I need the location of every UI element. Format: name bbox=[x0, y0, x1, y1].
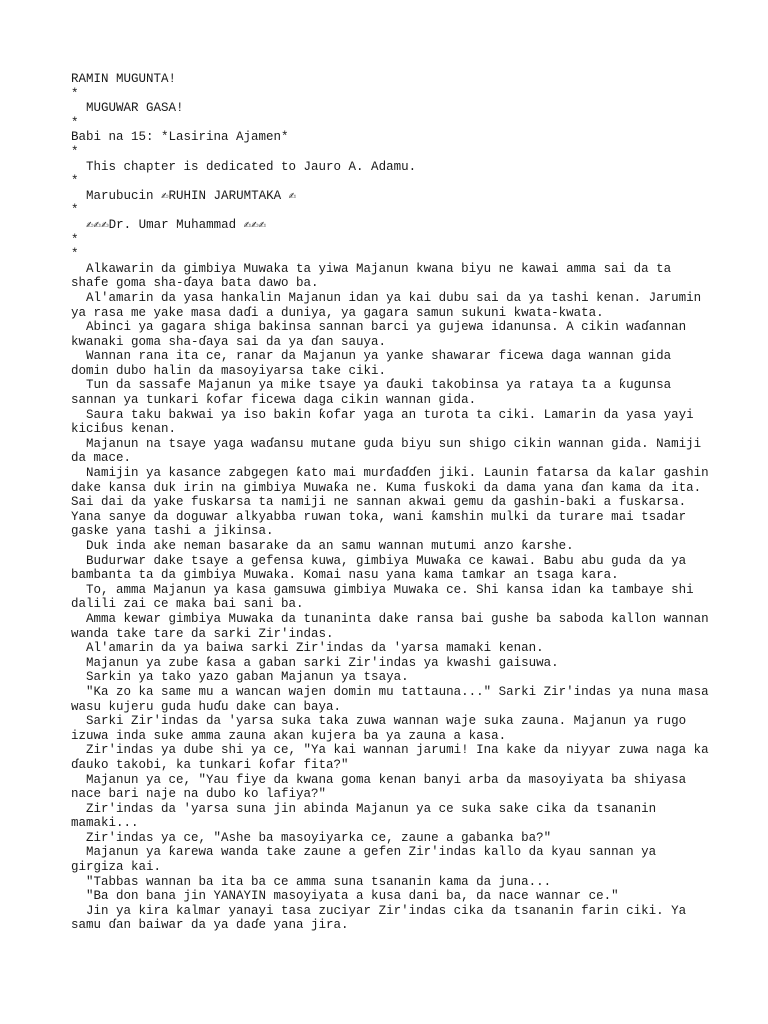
author-name: ✍✍✍Dr. Umar Muhammad ✍✍✍ bbox=[71, 217, 267, 232]
paragraph: Sarkin ya tako yazo gaban Majanun ya tsaya. bbox=[71, 670, 409, 685]
separator: * bbox=[71, 174, 79, 189]
paragraph: "Tabbas wannan ba ita ba ce amma suna tsananin kama da juna... bbox=[71, 874, 552, 889]
paragraph: Tun da sassafe Majanun ya mike tsaye ya ɗauki takobinsa ya rataya ta a ƙugunsa sannan ya tunkari ƙofar ficewa daga cikin wannan gida. bbox=[71, 378, 679, 408]
document-page bbox=[71, 72, 717, 933]
paragraph: Al'amarin da ya baiwa sarki Zir'indas da 'yarsa mamaki kenan. bbox=[71, 641, 544, 656]
separator: * bbox=[71, 232, 79, 247]
paragraph: Wannan rana ita ce, ranar da Majanun ya yanke shawarar ficewa daga wannan gida domin dubo halin da masoyiyarsa take ciki. bbox=[71, 349, 679, 378]
paragraph: Abinci ya gagara shiga bakinsa sannan barci ya gujewa idanunsa. A cikin waɗannan kwanaki goma sha-ɗaya sai da ya ɗan sauya. bbox=[71, 320, 694, 349]
separator: * bbox=[71, 144, 79, 159]
paragraph: Sarki Zir'indas da 'yarsa suka taka zuwa wannan waje suka zauna. Majanun ya rugo izuwa inda suke amma zauna akan kujera ba ya zauna a kasa. bbox=[71, 714, 694, 743]
paragraph: Amma kewar gimbiya Muwaka da tunaninta dake ransa bai gushe ba saboda kallon wannan wanda take tare da sarki Zir'indas. bbox=[71, 611, 717, 641]
paragraph: Zir'indas ya dube shi ya ce, "Ya kai wannan jarumi! Ina kake da niyyar zuwa naga ka ɗauko takobi, ka tunkari ƙofar fita?" bbox=[71, 743, 717, 772]
story-title: RAMIN MUGUNTA! bbox=[71, 72, 177, 86]
paragraph: Duk inda ake neman basarake da an samu wannan mutumi anzo ƙarshe. bbox=[71, 539, 574, 553]
story-subtitle: MUGUWAR GASA! bbox=[71, 101, 184, 116]
separator: * bbox=[71, 86, 79, 101]
paragraph: Jin ya kira kalmar yanayi tasa zuciyar Zir'indas cika da tsananin farin ciki. Ya samu ɗan baiwar da ya daɗe yana jira. bbox=[71, 903, 694, 933]
paragraph: Al'amarin da yasa hankalin Majanun idan ya kai dubu sai da ya tashi kenan. Jarumin ya rasa me yake masa daɗi a duniya, ya gagara samun sukuni kwata-kwata. bbox=[71, 290, 709, 320]
paragraph: Majanun ya zube ƙasa a gaban sarki Zir'indas ya kwashi gaisuwa. bbox=[71, 655, 559, 670]
paragraph: Zir'indas ya ce, "Ashe ba masoyiyarka ce, zaune a gabanka ba?" bbox=[71, 830, 552, 845]
paragraph: Majanun ya ce, "Yau fiye da kwana goma kenan banyi arba da masoyiyata ba shiyasa nace bari naje na dubo ko lafiya?" bbox=[71, 772, 694, 802]
dedication-line: This chapter is dedicated to Jauro A. Adamu. bbox=[71, 159, 417, 174]
paragraph: Saura taku bakwai ya iso bakin ƙofar yaga an turota ta ciki. Lamarin da yasa yayi kiciɓus kenan. bbox=[71, 407, 702, 437]
paragraph: "Ka zo ka same mu a wancan wajen domin mu tattauna..." Sarki Zir'indas ya nuna masa wasu kujeru guda huɗu dake can baya. bbox=[71, 684, 717, 714]
paragraph: Zir'indas da 'yarsa suna jin abinda Majanun ya ce suka sake cika da tsananin mamaki... bbox=[71, 801, 664, 831]
author-label: Marubucin ✍RUHIN JARUMTAKA ✍ bbox=[71, 188, 297, 203]
paragraph: "Ba don bana jin YANAYIN masoyiyata a kusa dani ba, da nace wannar ce." bbox=[71, 889, 619, 904]
story-body bbox=[71, 261, 717, 933]
paragraph: To, amma Majanun ya kasa gamsuwa gimbiya Muwaka ce. Shi kansa idan ka tambaye shi dalili zai ce maka bai sani ba. bbox=[71, 582, 702, 612]
separator: * bbox=[71, 247, 79, 262]
separator: * bbox=[71, 115, 79, 130]
paragraph: Majanun ya ƙarewa wanda take zaune a gefen Zir'indas kallo da kyau sannan ya girgiza kai. bbox=[71, 845, 664, 875]
paragraph: Namijin ya kasance zabgegen ƙato mai murɗaɗɗen jiki. Launin fatarsa da kalar gashin dake kansa duk irin na gimbiya Muwaƙa ne. Kuma fuskoki da dama yana ɗan kama da ita. Sai dai da yake fuskarsa ta namiji ne sannan akwai gemu da gashin-baki a fuskarsa. Yana sanye da doguwar alkyabba ruwan toka, wani ƙamshin mulki da turare mai tsadar gaske yana tashi a jikinsa. bbox=[71, 466, 717, 539]
separator: * bbox=[71, 203, 79, 218]
paragraph: Majanun na tsaye yaga waɗansu mutane guda biyu sun shigo cikin wannan gida. Namiji da mace. bbox=[71, 436, 709, 466]
chapter-heading: Babi na 15: *Lasirina Ajamen* bbox=[71, 130, 289, 145]
paragraph: Alkawarin da gimbiya Muwaka ta yiwa Majanun kwana biyu ne kawai amma sai da ta shafe goma sha-ɗaya bata dawo ba. bbox=[71, 261, 679, 291]
paragraph: Budurwar dake tsaye a gefensa kuwa, gimbiya Muwaƙa ce kawai. Babu abu guda da ya bambanta ta da gimbiya Muwaka. Komai nasu yana kama tamkar an tsaga kara. bbox=[71, 553, 694, 583]
